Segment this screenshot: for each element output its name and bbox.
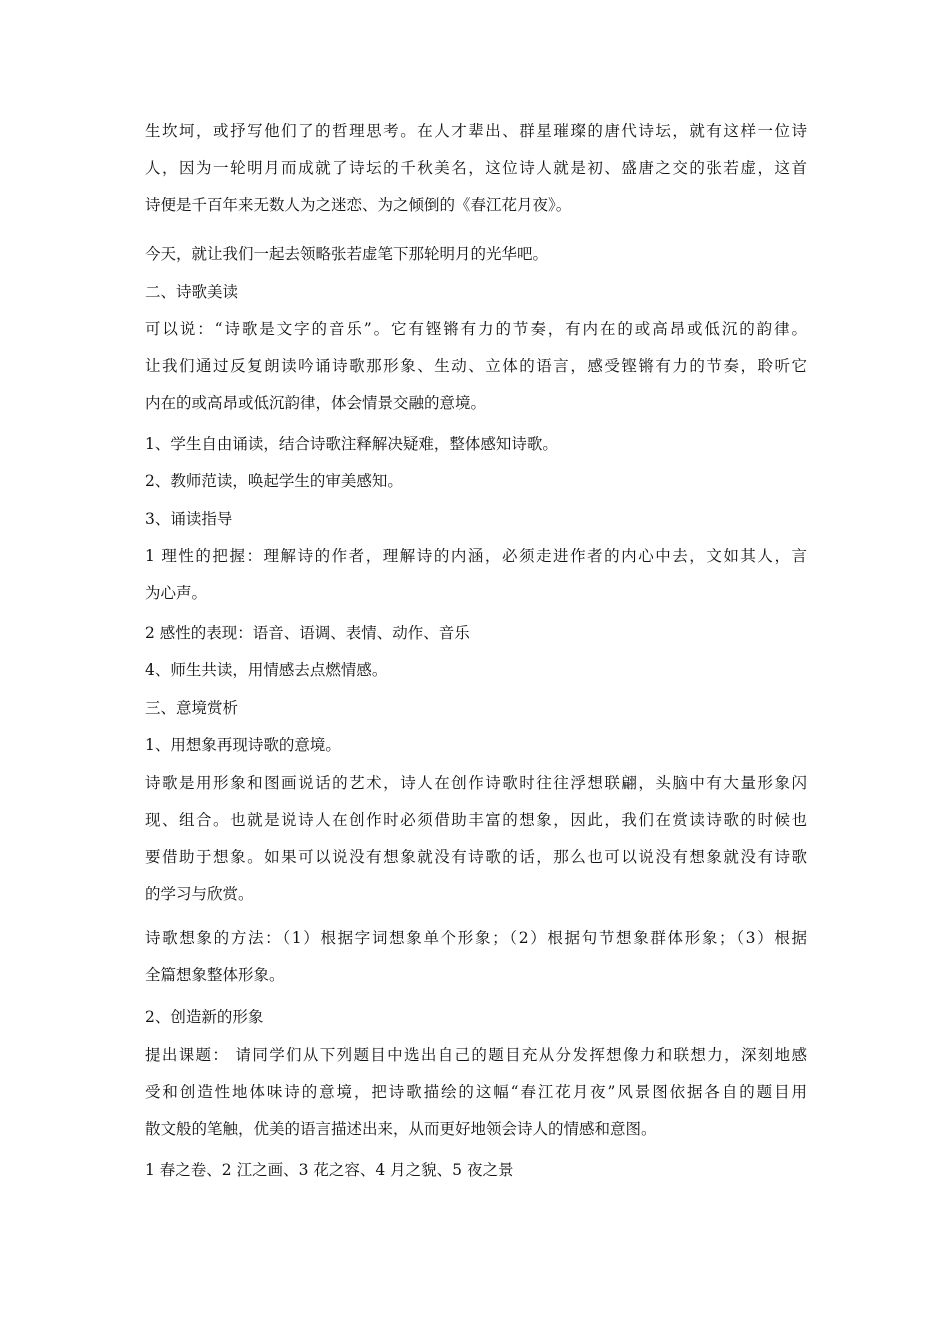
task-line-2: 受和创造性地体味诗的意境，把诗歌描绘的这幅“春江花月夜”风景图依据各自的题目用 [145, 1083, 807, 1101]
section-3-item-1 [145, 727, 807, 764]
section-3-item-2 [145, 999, 807, 1036]
sub1-line-1: 1 理性的把握：理解诗的作者，理解诗的内涵，必须走进作者的内心中去，文如其人，言 [145, 547, 807, 565]
intro-line-2: 人，因为一轮明月而成就了诗坛的千秋美名，这位诗人就是初、盛唐之交的张若虚，这首 [145, 159, 807, 177]
item-4-text: 4、师生共读，用情感去点燃情感。 [145, 661, 388, 679]
sub-item-1 [145, 538, 807, 612]
today-paragraph [145, 236, 807, 273]
sec3-line-1: 诗歌是用形象和图画说话的艺术，诗人在创作诗歌时往往浮想联翩，头脑中有大量形象闪 [145, 774, 807, 792]
method-line-1: 诗歌想象的方法：（1）根据字词想象单个形象；（2）根据句节想象群体形象；（3）根据 [145, 929, 807, 947]
sec2-line-1: 可以说：“诗歌是文字的音乐”。它有铿锵有力的节奏，有内在的或高昂或低沉的韵律。 [145, 320, 807, 338]
item-3-text: 3、诵读指导 [145, 510, 233, 528]
intro-line-3: 诗便是千百年来无数人为之迷恋、为之倾倒的《春江花月夜》。 [145, 196, 572, 214]
item-2 [145, 463, 807, 500]
section-3-title [145, 690, 807, 727]
item-2-text: 2、教师范读，唤起学生的审美感知。 [145, 472, 403, 490]
method-paragraph [145, 920, 807, 994]
section-2-title [145, 274, 807, 311]
item-3 [145, 501, 807, 538]
intro-line-1: 生坎坷，或抒写他们了的哲理思考。在人才辈出、群星璀璨的唐代诗坛，就有这样一位诗 [145, 122, 807, 140]
section-2-heading: 二、诗歌美读 [145, 283, 239, 301]
sec2-line-3: 内在的或高昂或低沉韵律，体会情景交融的意境。 [145, 394, 487, 412]
method-line-2: 全篇想象整体形象。 [145, 966, 285, 984]
task-line-3: 散文般的笔触，优美的语言描述出来，从而更好地领会诗人的情感和意图。 [145, 1120, 657, 1138]
section-3-paragraph [145, 765, 807, 913]
sub-item-2-text: 2 感性的表现：语音、语调、表情、动作、音乐 [145, 624, 470, 642]
section-2-paragraph [145, 311, 807, 422]
item-1-text: 1、学生自由诵读，结合诗歌注释解决疑难，整体感知诗歌。 [145, 435, 558, 453]
task-paragraph [145, 1037, 807, 1148]
today-line: 今天，就让我们一起去领略张若虚笔下那轮明月的光华吧。 [145, 245, 549, 263]
sub-item-2 [145, 615, 807, 652]
section-3-heading: 三、意境赏析 [145, 699, 239, 717]
task-line-1: 提出课题： 请同学们从下列题目中选出自己的题目充从分发挥想像力和联想力，深刻地感 [145, 1046, 807, 1064]
section-3-item-1-text: 1、用想象再现诗歌的意境。 [145, 736, 341, 754]
item-1 [145, 426, 807, 463]
sec2-line-2: 让我们通过反复朗读吟诵诗歌那形象、生动、立体的语言，感受铿锵有力的节奏，聆听它 [145, 357, 807, 375]
intro-paragraph [145, 113, 807, 224]
sub1-line-2: 为心声。 [145, 584, 208, 602]
sec3-line-2: 现、组合。也就是说诗人在创作时必须借助丰富的想象，因此，我们在赏读诗歌的时候也 [145, 811, 807, 829]
topics-text: 1 春之卷、2 江之画、3 花之容、4 月之貌、5 夜之景 [145, 1161, 514, 1179]
sec3-line-3: 要借助于想象。如果可以说没有想象就没有诗歌的话，那么也可以说没有想象就没有诗歌 [145, 848, 807, 866]
topics-list [145, 1152, 807, 1189]
section-3-item-2-text: 2、创造新的形象 [145, 1008, 264, 1026]
item-4 [145, 652, 807, 689]
sec3-line-4: 的学习与欣赏。 [145, 885, 254, 903]
